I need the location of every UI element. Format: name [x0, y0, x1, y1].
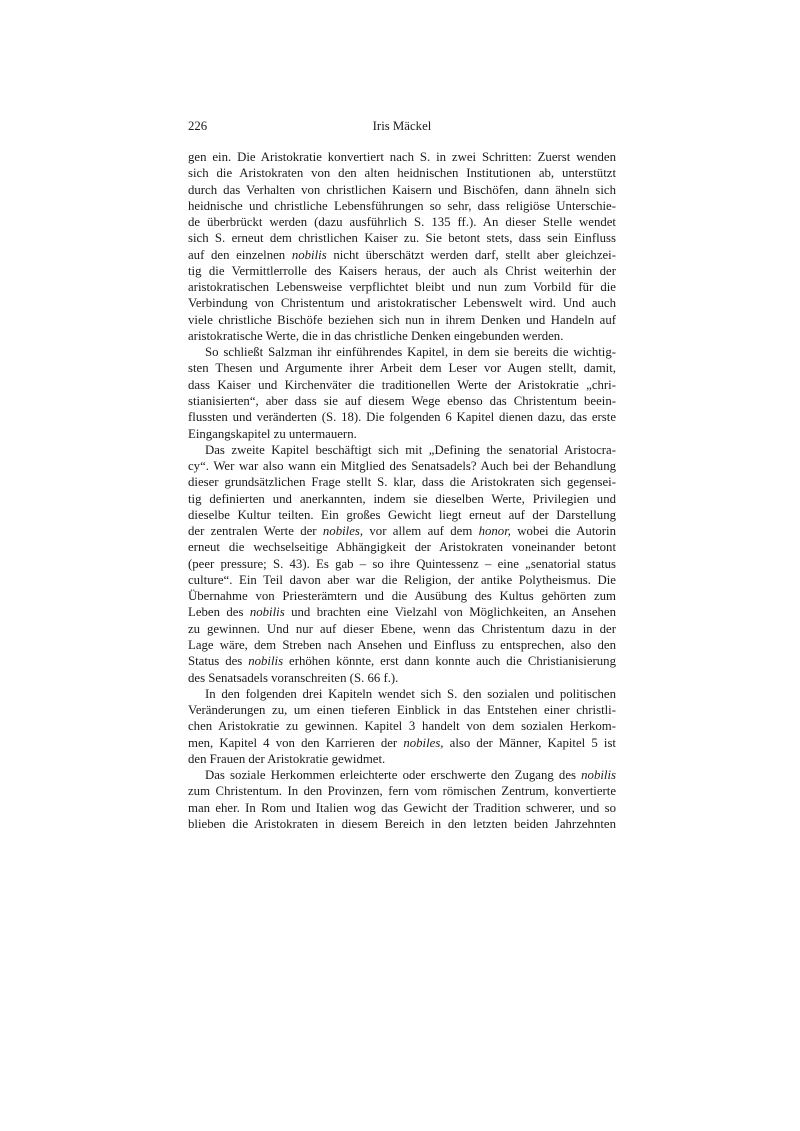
paragraph	[188, 149, 616, 344]
text-run: erneut die wechselseitige Abhängigkeit der Aristokraten voneinander betont	[188, 540, 616, 555]
text-line	[188, 247, 616, 263]
text-run: sich die Aristokraten von den alten heidnischen Institutionen ab, unterstützt	[188, 166, 616, 181]
text-run: der zentralen Werte der	[188, 524, 323, 539]
text-line	[188, 507, 616, 523]
text-run: So schließt Salzman ihr einführendes Kapitel, in dem sie bereits die wichtig-	[205, 345, 616, 360]
text-line	[188, 377, 616, 393]
text-line	[188, 523, 616, 539]
text-run: den Frauen der Aristokratie gewidmet.	[188, 751, 386, 766]
text-run: (peer pressure; S. 43). Es gab – so ihre Quintessenz – eine „senatorial status	[188, 556, 616, 571]
text-run: aristokratischen Lebensweise verpflichtet bleibt und nun zum Vorbild für die	[188, 280, 616, 295]
text-run: Das zweite Kapitel beschäftigt sich mit „Defining the senatorial Aristocra-	[205, 442, 616, 457]
text-line	[188, 767, 616, 783]
text-run: und brachten eine Vielzahl von Möglichkeiten, an Ansehen	[284, 605, 616, 620]
text-line	[188, 751, 616, 767]
text-line	[188, 572, 616, 588]
running-head-author: Iris Mäckel	[372, 119, 432, 133]
text-line	[188, 442, 616, 458]
text-line	[188, 653, 616, 669]
paragraph	[188, 767, 616, 832]
text-run: tig definierten und anerkannten, indem sie dieselben Werte, Privilegien und	[188, 491, 616, 506]
text-run: sten Thesen und Argumente ihrer Arbeit dem Leser vor Augen stellt, damit,	[188, 361, 616, 376]
text-line	[188, 165, 616, 181]
text-line	[188, 263, 616, 279]
page-number: 226	[188, 119, 208, 133]
body-text	[188, 149, 616, 832]
text-run: Das soziale Herkommen erleichterte oder erschwerte den Zugang des	[205, 768, 582, 783]
text-run: zu gewinnen. Und nur auf dieser Ebene, wenn das Christentum dazu in der	[188, 621, 616, 636]
text-run: tig die Vermittlerrolle des Kaisers heraus, der auch als Christ weiterhin der	[188, 263, 616, 278]
text-run: des Senatsadels voranschreiten (S. 66 f.).	[188, 670, 399, 685]
text-run: man eher. In Rom und Italien wog das Gewicht der Tradition schwerer, und so	[188, 800, 616, 815]
text-run: Leben des	[188, 605, 250, 620]
text-line	[188, 230, 616, 246]
text-line	[188, 149, 616, 165]
text-run: Status des	[188, 654, 249, 669]
text-line	[188, 491, 616, 507]
text-line	[188, 702, 616, 718]
italic-term: nobiles,	[403, 735, 444, 750]
text-line	[188, 686, 616, 702]
text-line	[188, 718, 616, 734]
text-line	[188, 621, 616, 637]
text-line	[188, 312, 616, 328]
text-run: vor allem auf dem	[363, 524, 479, 539]
text-run: dass Kaiser und Kirchenväter die traditionellen Werte der Aristokratie „chri-	[188, 377, 616, 392]
text-line	[188, 604, 616, 620]
text-line	[188, 800, 616, 816]
text-run: Eingangskapitel zu untermauern.	[188, 426, 357, 441]
text-line	[188, 393, 616, 409]
text-run: also der Männer, Kapitel 5 ist	[443, 735, 616, 750]
text-run: zum Christentum. In den Provinzen, fern vom römischen Zentrum, konvertierte	[188, 784, 616, 799]
text-line	[188, 182, 616, 198]
text-line	[188, 816, 616, 832]
text-line	[188, 539, 616, 555]
text-run: Veränderungen zu, um einen tieferen Einblick in das Entstehen einer christli-	[188, 703, 616, 718]
text-line	[188, 637, 616, 653]
text-run: viele christliche Bischöfe beziehen sich nun in ihrem Denken und Handeln auf	[188, 312, 616, 327]
text-run: dieser grundsätzlichen Frage stellt S. klar, dass die Aristokraten sich gegensei-	[188, 475, 616, 490]
text-run: nicht überschätzt werden darf, stellt aber gleichzei-	[326, 247, 616, 262]
text-line	[188, 588, 616, 604]
text-run: wobei die Autorin	[510, 524, 616, 539]
text-line	[188, 474, 616, 490]
text-line	[188, 670, 616, 686]
italic-term: nobilis	[581, 768, 616, 783]
italic-term: nobilis	[248, 654, 284, 669]
text-run: sich S. erneut dem christlichen Kaiser zu. Sie betont stets, dass sein Einfluss	[188, 231, 616, 246]
text-run: gen ein. Die Aristokratie konvertiert nach S. in zwei Schritten: Zuerst wenden	[188, 150, 616, 164]
text-run: Übernahme von Priesterämtern und die Ausübung des Kultus gehörten zum	[188, 589, 616, 604]
italic-term: nobiles,	[322, 524, 364, 539]
text-run: In den folgenden drei Kapiteln wendet sich S. den sozialen und politischen	[205, 686, 616, 701]
text-run: auf den einzelnen	[188, 247, 292, 262]
text-run: men, Kapitel 4 von den Karrieren der	[188, 735, 404, 750]
text-run: stianisierten“, aber dass sie auf diesem Wege ebenso das Christentum beein-	[188, 393, 616, 408]
paragraph	[188, 344, 616, 442]
text-line	[188, 198, 616, 214]
text-run: chen Aristokratie zu gewinnen. Kapitel 3 handelt von dem sozialen Herkom-	[188, 719, 616, 734]
text-line	[188, 295, 616, 311]
text-line	[188, 458, 616, 474]
paragraph	[188, 686, 616, 767]
italic-term: honor,	[478, 524, 511, 539]
text-run: de überbrückt werden (dazu ausführlich S. 135 ff.). An dieser Stelle wendet	[188, 215, 616, 230]
text-run: cy“. Wer war also wann ein Mitglied des Senatsadels? Auch bei der Behandlung	[188, 459, 616, 474]
text-run: erhöhen könnte, erst dann konnte auch die Christianisierung	[283, 654, 616, 669]
text-run: heidnische und christliche Lebensführungen so sehr, dass religiöse Unterschie-	[188, 198, 616, 213]
paragraph	[188, 442, 616, 686]
text-run: aristokratische Werte, die in das christliche Denken eingebunden werden.	[188, 328, 564, 343]
text-run: culture“. Ein Teil davon aber war die Religion, der antike Polytheismus. Die	[188, 572, 616, 587]
text-run: flussten und veränderten (S. 18). Die folgenden 6 Kapitel dienen dazu, das erste	[188, 410, 616, 425]
text-line	[188, 409, 616, 425]
text-run: dieselbe Kultur teilten. Ein großes Gewicht liegt erneut auf der Darstellung	[188, 507, 616, 522]
text-run: Lage wäre, dem Streben nach Ansehen und Einfluss zu entsprechen, also den	[188, 637, 616, 652]
text-line	[188, 735, 616, 751]
italic-term: nobilis	[249, 605, 285, 620]
text-line	[188, 360, 616, 376]
text-line	[188, 344, 616, 360]
text-line	[188, 214, 616, 230]
text-line	[188, 426, 616, 442]
text-line	[188, 783, 616, 799]
text-line	[188, 556, 616, 572]
text-line	[188, 328, 616, 344]
text-run: Verbindung von Christentum und aristokratischer Lebenswelt wird. Und auch	[188, 296, 616, 311]
text-run: durch das Verhalten von christlichen Kaisern und Bischöfen, dann ähneln sich	[188, 182, 616, 197]
text-line	[188, 279, 616, 295]
text-run: blieben die Aristokraten in diesem Bereich in den letzten beiden Jahrzehnten	[188, 816, 616, 831]
italic-term: nobilis	[291, 247, 327, 262]
